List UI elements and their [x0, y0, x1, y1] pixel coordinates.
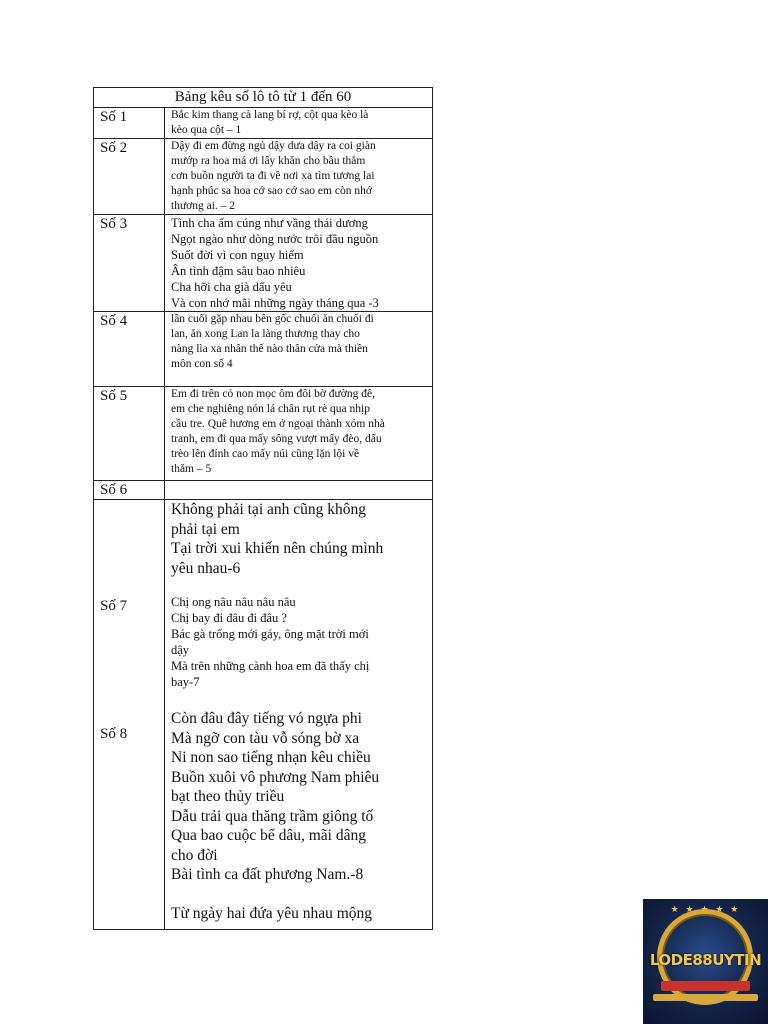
row-number-cell — [94, 500, 165, 930]
row-number: Số 2 — [94, 139, 165, 215]
row-number: Số 4 — [94, 312, 165, 387]
verse-line: trèo lên đỉnh cao mấy núi cũng lặn lội về — [171, 448, 360, 460]
verse-line: Qua bao cuộc bể dâu, mãi dâng — [171, 827, 366, 844]
verse-line: cho đời — [171, 846, 218, 864]
verse-line: Tình cha ấm cúng như vầng thái dương — [171, 216, 368, 230]
verse-line: Và con nhớ mãi những ngày tháng qua -3 — [171, 296, 379, 310]
verse-line: Buồn xuôi vô phương Nam phiêu — [171, 768, 380, 786]
verse-line: hạnh phúc sa hoa cớ sao cớ sao em còn nhớ — [171, 185, 372, 197]
verse-line: Bắc kim thang cà lang bí rợ, cột qua kèo là — [171, 109, 369, 121]
row-number: Số 3 — [94, 215, 165, 312]
verse-line: Cha hỡi cha già dấu yêu — [171, 280, 292, 294]
verse-line: phải tại em — [171, 520, 240, 538]
verse-line: Ni non sao tiếng nhạn kêu chiều — [171, 749, 371, 766]
verse-line: Dẫu trải qua thăng trầm giông tố — [171, 807, 374, 825]
row-verse — [165, 312, 433, 387]
verse-line: Em đi trên cỏ non mọc ôm đôi bờ đường đê, — [171, 388, 375, 400]
verse-line: Bác gà trống mới gáy, ông mặt trời mới — [171, 627, 369, 641]
verse-line: bay-7 — [171, 675, 200, 689]
verse-line: bạt theo thủy triều — [171, 788, 285, 805]
verse-line: yêu nhau-6 — [171, 559, 241, 577]
lode88-logo — [643, 899, 768, 1024]
verse-line: Chị ong nâu nâu nâu nâu — [171, 595, 296, 609]
table-row — [94, 215, 433, 312]
verse-line: Tại trời xui khiến nên chúng mình — [171, 540, 384, 557]
verse-line: Không phải tại anh cũng không — [171, 501, 367, 518]
keu-so-table — [93, 87, 433, 930]
logo-ribbon-gold — [653, 994, 758, 1001]
verse-line: em che nghiêng nón lá chân rụt rè qua nhịp — [171, 403, 370, 415]
verse-line: Còn đâu đây tiếng vó ngựa phi — [171, 710, 362, 727]
verse-line: Dậy đi em đừng ngủ dậy dưa dậy ra coi giàn — [171, 140, 376, 152]
logo-ribbon — [661, 981, 750, 991]
verse-line: cơn buồn người ta đi về nơi xa tìm tương lai — [171, 170, 375, 182]
table-title: Bảng kêu số lô tô từ 1 đến 60 — [94, 88, 433, 108]
row-number: Số 8 — [100, 726, 128, 742]
logo-brand-main: LODE88 — [649, 951, 713, 969]
row-verse-empty — [165, 481, 433, 500]
verse-line: lan, ăn xong Lan la làng thương thay cho — [171, 328, 360, 340]
verse-line: nàng lìa xa nhân thế nào thân cửa mà thiền — [171, 343, 368, 355]
row-number: Số 7 — [100, 598, 128, 614]
verse-line: Ngọt ngào như dòng nước trôi đầu nguồn — [171, 232, 379, 246]
row-number: Số 5 — [94, 387, 165, 481]
table-row — [94, 312, 433, 387]
row-verse — [165, 108, 433, 139]
verse-line: lần cuối gặp nhau bên gốc chuối ăn chuối đi — [171, 313, 374, 325]
row-verse — [165, 500, 433, 930]
verse-line: môn con số 4 — [171, 358, 233, 370]
verse-line: dậy — [171, 643, 190, 657]
verse-line: kèo qua cột – 1 — [171, 124, 242, 136]
verse-line: Chị bay đi đâu đi đâu ? — [171, 611, 287, 625]
verse-line: Ân tình đậm sâu bao nhiêu — [171, 264, 306, 278]
verse-line: thăm – 5 — [171, 463, 212, 475]
table-row — [94, 500, 433, 930]
table-row — [94, 481, 433, 500]
row-number: Số 6 — [94, 481, 165, 500]
logo-brand-accent: UYTIN — [712, 951, 762, 969]
verse-line: mướp ra hoa má ơi lấy khăn cho bầu thắm — [171, 155, 366, 167]
verse-line: Từ ngày hai đứa yêu nhau mộng — [171, 904, 373, 922]
verse-line: Bài tình ca đất phương Nam.-8 — [171, 866, 364, 883]
verse-line: cầu tre. Quê hương em ở ngoại thành xóm nhà — [171, 418, 385, 430]
row-verse — [165, 215, 433, 312]
verse-line: Suốt đời vì con nguy hiểm — [171, 248, 304, 262]
table-row — [94, 139, 433, 215]
row-verse — [165, 139, 433, 215]
stars-icon: ★ ★ ★ ★ ★ — [670, 905, 741, 915]
verse-line: Mà ngỡ con tàu vỗ sóng bờ xa — [171, 729, 360, 747]
verse-line: thương ai. – 2 — [171, 200, 236, 212]
table-row — [94, 108, 433, 139]
row-verse — [165, 387, 433, 481]
table-row — [94, 387, 433, 481]
verse-line: Mà trên những cành hoa em đã thấy chị — [171, 659, 370, 673]
verse-line: tranh, em đi qua mấy sông vượt mấy đèo, dấu — [171, 433, 382, 445]
row-number: Số 1 — [94, 108, 165, 139]
logo-brand — [647, 951, 764, 971]
